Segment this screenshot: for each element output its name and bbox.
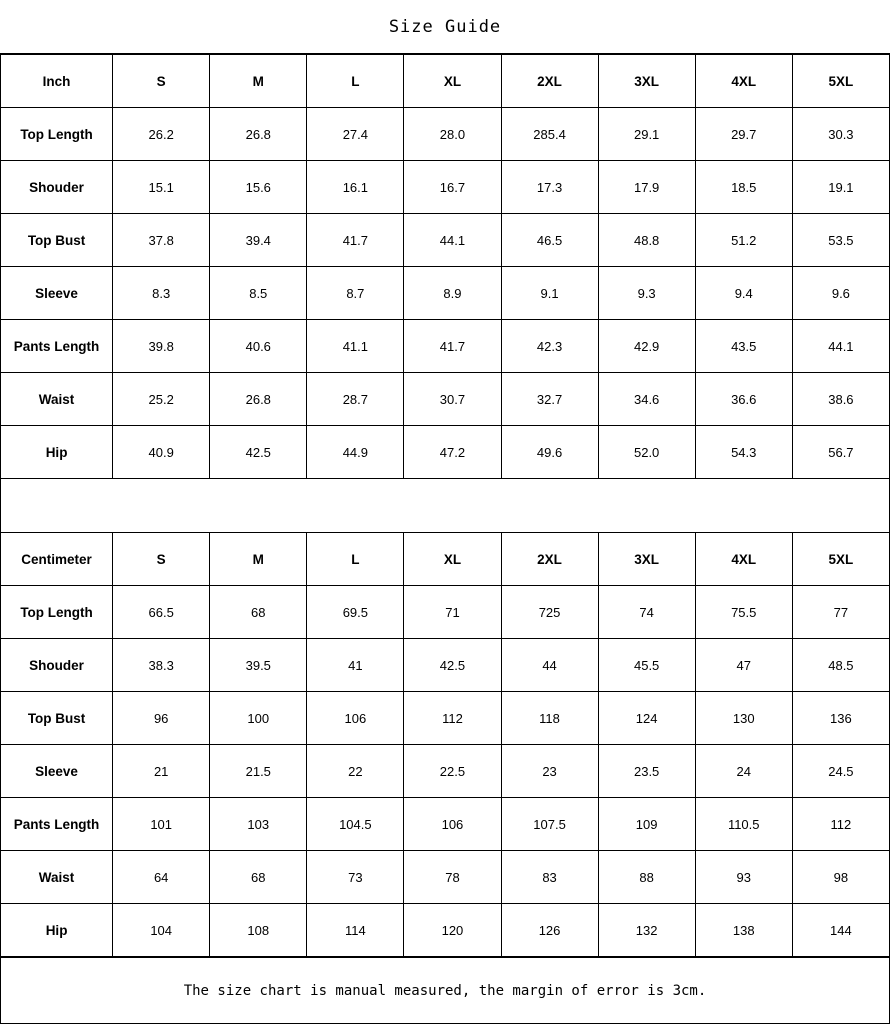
row-label: Top Bust (1, 214, 113, 267)
table-row (1, 267, 890, 320)
cell: 41.1 (307, 320, 404, 373)
cell: 23 (501, 745, 598, 798)
table-row (1, 214, 890, 267)
table-separator (0, 479, 890, 532)
row-label: Top Length (1, 108, 113, 161)
table-row (1, 745, 890, 798)
cell: 144 (792, 904, 889, 957)
cell: 132 (598, 904, 695, 957)
cell: 30.7 (404, 373, 501, 426)
cell: 41.7 (404, 320, 501, 373)
cell: 69.5 (307, 586, 404, 639)
cell: 9.4 (695, 267, 792, 320)
cell: 725 (501, 586, 598, 639)
cell: 18.5 (695, 161, 792, 214)
disclaimer-text: The size chart is manual measured, the margin of error is 3cm. (183, 982, 707, 999)
page-title-bar (0, 0, 890, 54)
cell: 41.7 (307, 214, 404, 267)
cell: 118 (501, 692, 598, 745)
cell: 75.5 (695, 586, 792, 639)
cell: 88 (598, 851, 695, 904)
cell: 112 (792, 798, 889, 851)
cell: 21 (113, 745, 210, 798)
cell: 24.5 (792, 745, 889, 798)
cell: 100 (210, 692, 307, 745)
row-label: Hip (1, 426, 113, 479)
unit-label-centimeter: Centimeter (1, 533, 113, 586)
cell: 45.5 (598, 639, 695, 692)
cell: 43.5 (695, 320, 792, 373)
cell: 41 (307, 639, 404, 692)
cell: 78 (404, 851, 501, 904)
size-header: 5XL (792, 533, 889, 586)
size-header: 3XL (598, 533, 695, 586)
cell: 17.9 (598, 161, 695, 214)
cell: 15.1 (113, 161, 210, 214)
cell: 73 (307, 851, 404, 904)
cell: 109 (598, 798, 695, 851)
table-row (1, 851, 890, 904)
cell: 93 (695, 851, 792, 904)
size-header: L (307, 55, 404, 108)
cell: 52.0 (598, 426, 695, 479)
cell: 74 (598, 586, 695, 639)
cell: 66.5 (113, 586, 210, 639)
size-header: 2XL (501, 55, 598, 108)
cell: 37.8 (113, 214, 210, 267)
cell: 9.3 (598, 267, 695, 320)
cell: 98 (792, 851, 889, 904)
cell: 107.5 (501, 798, 598, 851)
cell: 68 (210, 586, 307, 639)
size-header: S (113, 55, 210, 108)
size-header: 4XL (695, 533, 792, 586)
cell: 42.5 (404, 639, 501, 692)
cell: 77 (792, 586, 889, 639)
table-row (1, 320, 890, 373)
cell: 26.2 (113, 108, 210, 161)
cell: 44.1 (404, 214, 501, 267)
cell: 22 (307, 745, 404, 798)
cell: 21.5 (210, 745, 307, 798)
cell: 71 (404, 586, 501, 639)
cell: 53.5 (792, 214, 889, 267)
cell: 32.7 (501, 373, 598, 426)
table-header-row (1, 533, 890, 586)
cell: 19.1 (792, 161, 889, 214)
cell: 138 (695, 904, 792, 957)
cell: 47 (695, 639, 792, 692)
cell: 30.3 (792, 108, 889, 161)
row-label: Hip (1, 904, 113, 957)
size-table-centimeter (0, 532, 890, 957)
cell: 106 (404, 798, 501, 851)
cell: 51.2 (695, 214, 792, 267)
table-row (1, 373, 890, 426)
row-label: Pants Length (1, 320, 113, 373)
cell: 114 (307, 904, 404, 957)
cell: 126 (501, 904, 598, 957)
cell: 9.6 (792, 267, 889, 320)
cell: 104 (113, 904, 210, 957)
cell: 46.5 (501, 214, 598, 267)
cell: 24 (695, 745, 792, 798)
row-label: Shouder (1, 161, 113, 214)
table-row (1, 161, 890, 214)
cell: 44.9 (307, 426, 404, 479)
cell: 23.5 (598, 745, 695, 798)
cell: 42.9 (598, 320, 695, 373)
row-label: Sleeve (1, 745, 113, 798)
cell: 40.6 (210, 320, 307, 373)
size-header: 5XL (792, 55, 889, 108)
cell: 42.5 (210, 426, 307, 479)
size-header: S (113, 533, 210, 586)
cell: 28.7 (307, 373, 404, 426)
table-row (1, 904, 890, 957)
cell: 68 (210, 851, 307, 904)
cell: 83 (501, 851, 598, 904)
cell: 15.6 (210, 161, 307, 214)
cell: 8.3 (113, 267, 210, 320)
cell: 39.5 (210, 639, 307, 692)
unit-label-inch: Inch (1, 55, 113, 108)
cell: 17.3 (501, 161, 598, 214)
cell: 36.6 (695, 373, 792, 426)
cell: 28.0 (404, 108, 501, 161)
cell: 44.1 (792, 320, 889, 373)
cell: 112 (404, 692, 501, 745)
cell: 108 (210, 904, 307, 957)
cell: 106 (307, 692, 404, 745)
cell: 285.4 (501, 108, 598, 161)
cell: 124 (598, 692, 695, 745)
size-header: M (210, 533, 307, 586)
table-row (1, 108, 890, 161)
size-header: 3XL (598, 55, 695, 108)
size-header: L (307, 533, 404, 586)
table-row (1, 586, 890, 639)
cell: 38.6 (792, 373, 889, 426)
cell: 8.7 (307, 267, 404, 320)
cell: 16.7 (404, 161, 501, 214)
row-label: Waist (1, 851, 113, 904)
table-row (1, 426, 890, 479)
cell: 103 (210, 798, 307, 851)
table-row (1, 639, 890, 692)
row-label: Pants Length (1, 798, 113, 851)
page-title: Size Guide (388, 16, 502, 37)
cell: 136 (792, 692, 889, 745)
size-header: XL (404, 55, 501, 108)
table-row (1, 692, 890, 745)
row-label: Shouder (1, 639, 113, 692)
cell: 104.5 (307, 798, 404, 851)
cell: 29.1 (598, 108, 695, 161)
cell: 26.8 (210, 108, 307, 161)
size-header: 2XL (501, 533, 598, 586)
cell: 25.2 (113, 373, 210, 426)
cell: 27.4 (307, 108, 404, 161)
cell: 8.5 (210, 267, 307, 320)
table-row (1, 798, 890, 851)
cell: 48.5 (792, 639, 889, 692)
cell: 120 (404, 904, 501, 957)
cell: 38.3 (113, 639, 210, 692)
size-header: 4XL (695, 55, 792, 108)
measurement-disclaimer (0, 957, 890, 1024)
size-table-inch (0, 54, 890, 479)
cell: 96 (113, 692, 210, 745)
cell: 22.5 (404, 745, 501, 798)
row-label: Top Length (1, 586, 113, 639)
cell: 42.3 (501, 320, 598, 373)
size-header: M (210, 55, 307, 108)
row-label: Top Bust (1, 692, 113, 745)
cell: 39.8 (113, 320, 210, 373)
cell: 44 (501, 639, 598, 692)
size-header: XL (404, 533, 501, 586)
cell: 110.5 (695, 798, 792, 851)
cell: 8.9 (404, 267, 501, 320)
cell: 29.7 (695, 108, 792, 161)
cell: 34.6 (598, 373, 695, 426)
cell: 16.1 (307, 161, 404, 214)
row-label: Waist (1, 373, 113, 426)
cell: 54.3 (695, 426, 792, 479)
cell: 130 (695, 692, 792, 745)
cell: 39.4 (210, 214, 307, 267)
cell: 64 (113, 851, 210, 904)
cell: 9.1 (501, 267, 598, 320)
cell: 26.8 (210, 373, 307, 426)
cell: 49.6 (501, 426, 598, 479)
cell: 101 (113, 798, 210, 851)
cell: 56.7 (792, 426, 889, 479)
cell: 47.2 (404, 426, 501, 479)
row-label: Sleeve (1, 267, 113, 320)
cell: 40.9 (113, 426, 210, 479)
table-header-row (1, 55, 890, 108)
cell: 48.8 (598, 214, 695, 267)
